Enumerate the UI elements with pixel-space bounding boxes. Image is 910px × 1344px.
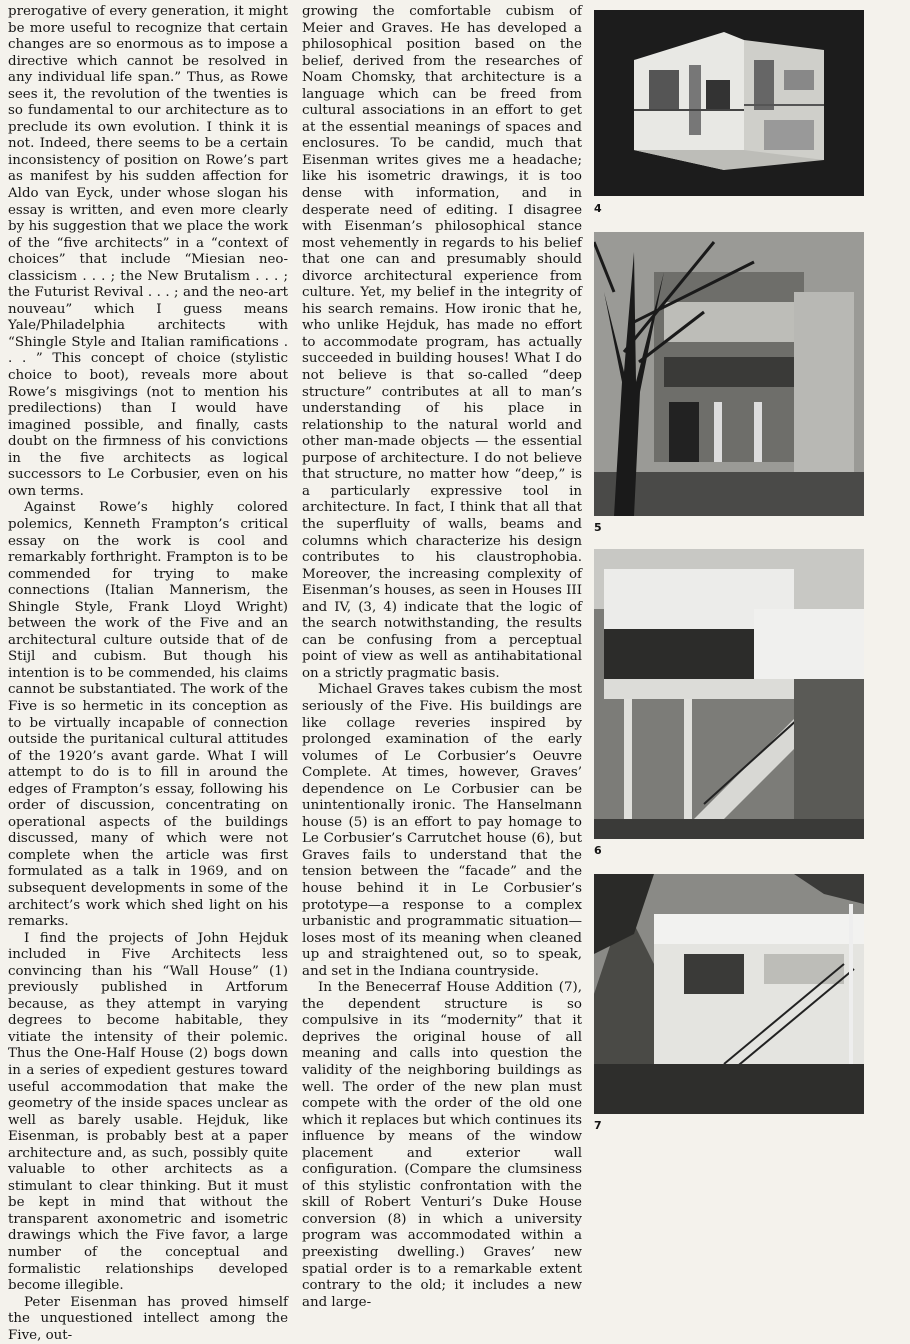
figure-label: 4 <box>594 202 602 215</box>
paragraph: growing the comfortable cubism of Meier and Graves. He has developed a philosophical position based on the belief, derived from the researches of Noam Chomsky, that architecture is a language which can be freed from cultural associations in an effort to get at the essential meanings of spaces and enclosures. To be candid, much that Eisenman writes gives me a headache; like his isometric drawings, it is too dense with information, and in desperate need of editing. I disagree with Eisenman’s philosophical stance most vehemently in regards to his belief that one can and presumably should divorce architectural experience from culture. Yet, my belief in the integrity of his search remains. How ironic that he, who unlike Hejduk, has made no effort to accommodate program, has actually succeeded in building houses! What I do not believe is that so-called “deep structure” contributes at all to man’s understanding of his place in relationship to the natural world and other man-made objects — the essential purpose of architecture. I do not believe that structure, no matter how “deep,” is a particularly expressive tool in architecture. In fact, I think that all that the superfluity of walls, beams and columns which characterize his design contributes to his claustrophobia. Moreover, the increasing complexity of Eisenman’s houses, as seen in Houses III and IV, (3, 4) indicate that the logic of the search notwithstanding, the results can be confusing from a perceptual point of view as well as antihabitational on a strictly pragmatic basis. <box>302 4 582 681</box>
figure-label: 6 <box>594 844 602 857</box>
paragraph: Against Rowe’s highly colored polemics, Kenneth Frampton’s critical essay on the work is cool and remarkably forthright. Frampton is to be commended for trying to make connections (Italian Mannerism, the Shingle Style, Frank Lloyd Wright) between the work of the Five and an architectural culture outside that of de Stijl and cubism. But though his intention is to be commended, his claims cannot be substantiated. The work of the Five is so hermetic in its conception as to be virtually incapable of connection outside the puritanical cultural attitudes of the 1920’s avant garde. What I will attempt to do is to fill in around the edges of Frampton’s essay, following his order of discussion, concentrating on operational aspects of the buildings discussed, many of which were not complete when the article was first formulated as a talk in 1969, and on subsequent developments in some of the architect’s work which shed light on his remarks. <box>8 500 288 930</box>
figure-4-model-photo <box>594 10 864 196</box>
text-column-left <box>8 4 288 1344</box>
figure-6-building-photo <box>594 549 864 839</box>
text-column-middle <box>302 4 582 1311</box>
paragraph: In the Benecerraf House Addition (7), the dependent structure is so compulsive in its “modernity” that it deprives the original house of all meaning and calls into question the validity of the neighboring buildings as well. The order of the new plan must compete with the order of the old one which it replaces but which continues its influence by means of the window placement and exterior wall configuration. (Compare the clumsiness of this stylistic confrontation with the skill of Robert Venturi’s Duke House conversion (8) in which a university program was accommodated within a preexisting dwelling.) Graves’ new spatial order is to a remarkable extent contrary to the old; it includes a new and large- <box>302 980 582 1310</box>
paragraph: I find the projects of John Hejduk included in Five Architects less convincing than his “Wall House” (1) previously published in Artforum because, as they attempt in varying degrees to become habitable, they vitiate the intensity of their polemic. Thus the One-Half House (2) bogs down in a series of expedient gestures toward useful accommodation that make the geometry of the inside spaces unclear as well as barely usable. Hejduk, like Eisenman, is probably best at a paper architecture and, as such, possibly quite valuable to other architects as a stimulant to clear thinking. But it must be kept in mind that without the transparent axonometric and isometric drawings which the Five favor, a large number of the conceptual and formalistic relationships developed become illegible. <box>8 930 288 1294</box>
figure-7-house-photo <box>594 874 864 1114</box>
paragraph: prerogative of every generation, it might be more useful to recognize that certain changes are so enormous as to impose a directive which cannot be resolved in any individual life span.” Thus, as Rowe sees it, the revolution of the twenties is so fundamental to our architecture as to preclude its own evolution. I think it is not. Indeed, there seems to be a certain inconsistency of position on Rowe’s part as manifest by his sudden affection for Aldo van Eyck, under whose slogan his essay is written, and even more clearly by his suggestion that we place the work of the “five architects” in a “context of choices” that include “Miesian neo-classicism . . . ; the New Brutalism . . . ; the Futurist Revival . . . ; and the neo-art nouveau” which I guess means Yale/Philadelphia architects with “Shingle Style and Italian ramifications . . . ” This concept of choice (stylistic choice to boot), reveals more about Rowe’s misgivings (not to mention his predilections) than I would have imagined possible, and finally, casts doubt on the firmness of his convictions in the five architects as logical successors to Le Corbusier, even on his own terms. <box>8 4 288 499</box>
figure-5-building-photo <box>594 232 864 516</box>
figure-label: 5 <box>594 521 602 534</box>
paragraph: Michael Graves takes cubism the most seriously of the Five. His buildings are like collage reveries inspired by prolonged examination of the early volumes of Le Corbusier’s Oeuvre Complete. At times, however, Graves’ dependence on Le Corbusier can be unintentionally ironic. The Hanselmann house (5) is an effort to pay homage to Le Corbusier’s Carrutchet house (6), but Graves fails to understand that the tension between the “facade” and the house behind it in Le Corbusier’s prototype—a response to a complex urbanistic and programmatic situation—loses most of its meaning when cleaned up and straightened out, so to speak, and set in the Indiana countryside. <box>302 682 582 979</box>
figure-label: 7 <box>594 1119 602 1132</box>
paragraph: Peter Eisenman has proved himself the unquestioned intellect among the Five, out- <box>8 1294 288 1343</box>
